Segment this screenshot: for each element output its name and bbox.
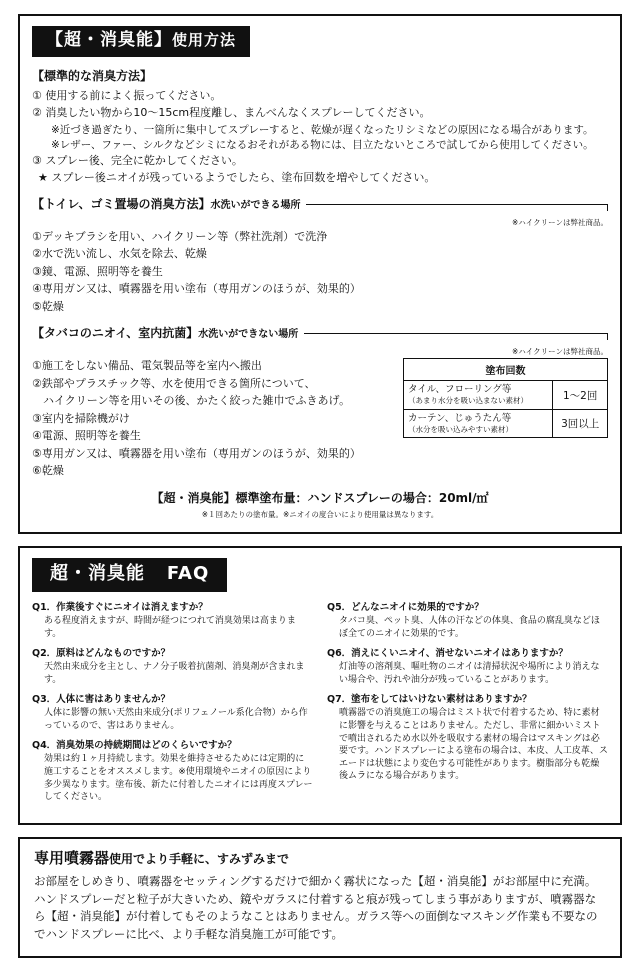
- tobacco-item-5: ⑤専用ガン又は、噴霧器を用い塗布（専用ガンのほうが、効果的）: [32, 446, 361, 460]
- standard-star-note: ★ スプレー後ニオイが残っているようでしたら、塗布回数を増やしてください。: [38, 171, 436, 185]
- faq-title: [32, 558, 227, 592]
- faq-title-sub: FAQ: [166, 562, 210, 584]
- usage-panel: [18, 14, 622, 534]
- coat-count-table: [403, 358, 608, 438]
- tobacco-columns: [32, 358, 608, 481]
- tobacco-item-3: ③室内を掃除機がけ: [32, 411, 130, 425]
- coat-count-table-wrap: [403, 358, 608, 438]
- tobacco-section-head: [32, 324, 608, 341]
- coat-row-2-name-text: カーテン、じゅうたん等: [408, 412, 512, 424]
- coat-row-1-name-sub: （あまり水分を吸い込まない素材）: [408, 396, 528, 406]
- coat-row-1-name: [404, 381, 553, 409]
- usage-title: [32, 26, 250, 57]
- sprayer-heading: [34, 849, 606, 867]
- faq-q1: Q1．作業後すぐにニオイは消えますか？: [32, 601, 208, 613]
- tobacco-rule: [304, 333, 608, 334]
- faq-title-main: 超・消臭能: [50, 562, 145, 584]
- tobacco-heading: [32, 324, 298, 341]
- faq-q4: Q4．消臭効果の持続期間はどのくらいですか？: [32, 739, 237, 751]
- standard-note-1: ※近づき過ぎたり、一箇所に集中してスプレーすると、乾燥が遅くなったリシミなどの原因になる場合があります。: [51, 123, 594, 136]
- faq-a4: 効果は約１ヶ月持続します。効果を維持させるためには定期的に施工することをオススメします。※使用環境やニオイの原因により多少異なります。塗布後、新たに付着したニオイには再度スプレーしてください。: [44, 754, 313, 803]
- faq-item: [327, 648, 608, 687]
- toilet-rule: [306, 204, 608, 205]
- tobacco-item-6: ⑥乾燥: [32, 464, 64, 478]
- toilet-section-head: [32, 195, 608, 212]
- tobacco-heading-text: 【タバコのニオイ、室内抗菌】: [32, 326, 199, 341]
- faq-item: [327, 602, 608, 641]
- coat-row-2-value: 3回以上: [553, 409, 608, 437]
- faq-a6: 灯油等の溶剤臭、嘔吐物のニオイは清掃状況や場所により消えない場合や、汚れや油分が残っていることがあります。: [339, 662, 600, 686]
- toilet-heading: [32, 195, 300, 212]
- table-row: [404, 381, 608, 409]
- coat-row-2-name: [404, 409, 553, 437]
- faq-q7: Q7．塗布をしてはいけない素材はありますか？: [327, 693, 532, 705]
- faq-q6: Q6．消えにくいニオイ、消せないニオイはありますか？: [327, 647, 568, 659]
- faq-columns: [32, 602, 608, 811]
- faq-a1: ある程度消えますが、時間が経つにつれて消臭効果は高まります。: [44, 616, 296, 640]
- faq-column-left: [32, 602, 313, 811]
- coat-table-header: 塗布回数: [404, 359, 608, 381]
- table-row: [404, 409, 608, 437]
- faq-q5: Q5．どんなニオイに効果的ですか？: [327, 601, 484, 613]
- faq-q2: Q2．原料はどんなものですか？: [32, 647, 171, 659]
- sprayer-heading-sub: 使用でより手軽に、すみずみまで: [109, 851, 290, 866]
- coat-row-1-value: 1〜2回: [553, 381, 608, 409]
- tobacco-item-4: ④電源、照明等を養生: [32, 429, 141, 443]
- standard-item-2: ② 消臭したい物から10〜15cm程度離し、まんべんなくスプレーしてください。: [32, 106, 431, 120]
- faq-a3: 人体に影響の無い天然由来成分(ポリフェノール系化合物）から作っているので、害はありません。: [44, 708, 308, 732]
- toilet-heading-text: 【トイレ、ゴミ置場の消臭方法】: [32, 196, 211, 211]
- coverage-line: 【超・消臭能】標準塗布量：ハンドスプレーの場合：20ml/㎡: [151, 490, 489, 505]
- tobacco-item-1: ①施工をしない備品、電気製品等を室内へ搬出: [32, 359, 262, 373]
- toilet-rightnote: ※ハイクリーンは弊社商品。: [512, 217, 608, 227]
- standard-item-1: ① 使用する前によく振ってください。: [32, 88, 222, 102]
- faq-item: [32, 740, 313, 804]
- standard-item-3: ③ スプレー後、完全に乾かしてください。: [32, 153, 243, 167]
- faq-item: [32, 694, 313, 733]
- tobacco-item-2b: ハイクリーン等を用いその後、かたく絞った雑巾でふきあげ。: [32, 394, 351, 408]
- usage-title-main: 【超・消臭能】: [46, 30, 172, 50]
- faq-a2: 天然由来成分を主とし、ナノ分子吸着抗菌剤、消臭剤が含まれます。: [44, 662, 305, 686]
- faq-a5: タバコ臭、ペット臭、人体の汗などの体臭、食品の腐乱臭などほぼ全てのニオイに効果的です。: [339, 616, 600, 640]
- toilet-item-2: ②水で洗い流し、水気を除去、乾燥: [32, 247, 207, 261]
- faq-item: [32, 602, 313, 641]
- tobacco-item-2: ②鉄部やプラスチック等、水を使用できる箇所について、: [32, 376, 316, 390]
- tobacco-steps: [32, 358, 393, 481]
- coat-row-1-name-text: タイル、フローリング等: [408, 384, 512, 396]
- faq-column-right: [327, 602, 608, 811]
- coat-row-2-name-sub: （水分を吸い込みやすい素材）: [408, 424, 513, 434]
- usage-title-sub: 使用方法: [172, 31, 237, 49]
- tobacco-heading-small: 水洗いができない場所: [198, 329, 299, 341]
- standard-note-2: ※レザー、ファー、シルクなどシミになるおそれがある物には、目立たないところで試してから使用してください。: [51, 138, 594, 151]
- faq-item: [327, 694, 608, 783]
- sprayer-body: お部屋をしめきり、噴霧器をセッティングするだけで細かく霧状になった【超・消臭能】がお部屋中に充満。ハンドスプレーだと粒子が大きいため、鏡やガラスに付着すると痕が残ってしまう事がありますが、噴霧器なら【超・消臭能】が付着してもそのようなことはありません。ガラス等への面倒なマスキング作業も不要なのでハンドスプレーに比べ、より手軽な消臭施工が可能です。: [34, 873, 598, 942]
- faq-a7: 噴霧器での消臭施工の場合はミスト状で付着するため、特に素材に影響を与えることはありません。ただし、非常に細かいミストで噴出されるため水以外を吸収する素材の場合はマスキングは必要です。ハンドスプレーによる塗布の場合は、本皮、人工皮革、スエードは状態により変色する可能性があります。樹脂部分も乾燥後ムラになる場合があります。: [339, 708, 608, 782]
- coverage-footnote: ※１回あたりの塗布量。※ニオイの度合いにより使用量は異なります。: [201, 509, 439, 519]
- faq-q3: Q3．人体に害はありませんか？: [32, 693, 171, 705]
- toilet-heading-small: 水洗いができる場所: [210, 199, 301, 211]
- toilet-item-4: ④専用ガン又は、噴霧器を用い塗布（専用ガンのほうが、効果的）: [32, 282, 361, 296]
- toilet-item-1: ①デッキブラシを用い、ハイクリーン等（弊社洗剤）で洗浄: [32, 229, 328, 243]
- faq-item: [32, 648, 313, 687]
- standard-heading: 【標準的な消臭方法】: [32, 68, 153, 83]
- toilet-item-5: ⑤乾燥: [32, 299, 64, 313]
- sprayer-heading-main: 専用噴霧器: [34, 848, 110, 867]
- sprayer-panel: [18, 837, 622, 958]
- faq-panel: [18, 546, 622, 825]
- tobacco-rightnote: ※ハイクリーンは弊社商品。: [512, 347, 608, 357]
- table-header-row: [404, 359, 608, 381]
- toilet-item-3: ③鏡、電源、照明等を養生: [32, 264, 163, 278]
